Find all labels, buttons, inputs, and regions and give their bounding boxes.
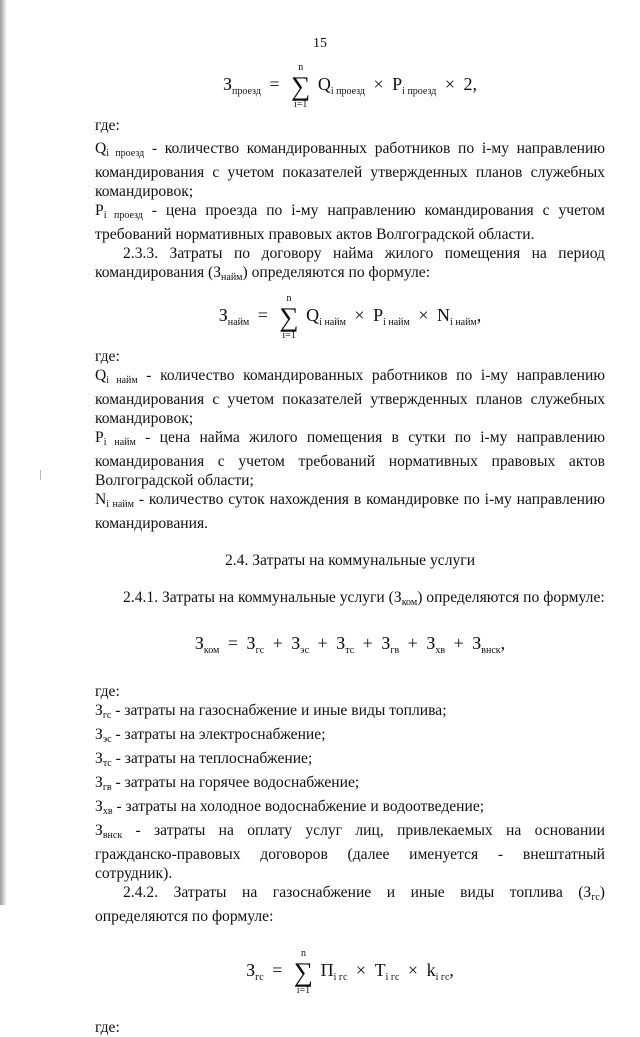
sum-sign: n ∑ i=1 [293,948,314,996]
formula-rent-cost: $З_{найм}$ = n ∑ i=1 $Q_{i найм} \times P_{i найм} \times N_{i найм}$, [218,293,482,341]
definition: Qi проезд - количество командированных работников по i-му направлению командирования с учетом показателей утвержденных планов служебных командировок; [95,140,606,200]
definition: Згс - затраты на газоснабжение и иные виды топлива; [95,702,447,721]
paragraph-2-3-3: 2.3.3. Затраты по договору найма жилого помещения на период командирования (Знайм) определяются по формуле: [95,245,605,283]
formula-gas-cost: $З_{гс}$ = n ∑ i=1 $П_{i гс} \times T_{i гс} \times k_{i гс}$, [246,948,454,996]
page-number: 15 [313,36,327,51]
paragraph-2-4-1: 2.4.1. Затраты на коммунальные услуги (Зком) определяются по формуле: [123,589,605,608]
document-body [95,62,605,1037]
definition: Pi проезд - цена проезда по i-му направлению командирования с учетом требований нормативных правовых актов Волгоградской области. [95,202,605,243]
formula-travel-cost: $З_{проезд}$ = n ∑ i=1 $Q_{i проезд} \times P_{i проезд} \times 2$, [222,62,477,110]
scan-left-edge [0,0,7,905]
where-label: где: [95,683,120,700]
formula-utilities-cost: $З_{ком} = З_{гс} + З_{эс} + З_{тс} + З_{гв} + З_{хв} + З_{внск}$, [194,633,506,656]
sum-sign: n ∑ i=1 [279,293,299,341]
definition: Звнск - затраты на оплату услуг лиц, привлекаемых на основании гражданско-правовых договоров (далее именуется - внештатный сотрудник). [95,822,605,882]
definition: Згв - затраты на горячее водоснабжение; [95,774,360,793]
where-label: где: [95,1019,120,1036]
definition: Qi найм - количество командированных работников по i-му направлению командирования с учетом показателей утвержденных планов служебных командировок; [95,367,606,427]
where-label: где: [95,348,120,365]
where-label: где: [95,117,120,134]
margin-mark [40,470,41,480]
paragraph-2-4-2: 2.4.2. Затраты на газоснабжение и иные виды топлива (Згс) определяются по формуле: [95,884,605,925]
definition: Pi найм - цена найма жилого помещения в сутки по i-му направлению командирования с учетом требований нормативных правовых актов Волгоградской области; [95,429,606,489]
section-heading: 2.4. Затраты на коммунальные услуги [224,552,476,569]
definition: Ni найм - количество суток нахождения в командировке по i-му направлению командирования. [95,491,606,532]
definition: Зэс - затраты на электроснабжение; [95,726,326,745]
definition: Зхв - затраты на холодное водоснабжение и водоотведение; [95,798,485,817]
definition: Зтс - затраты на теплоснабжение; [95,750,313,769]
sum-sign: n ∑ i=1 [291,62,311,110]
